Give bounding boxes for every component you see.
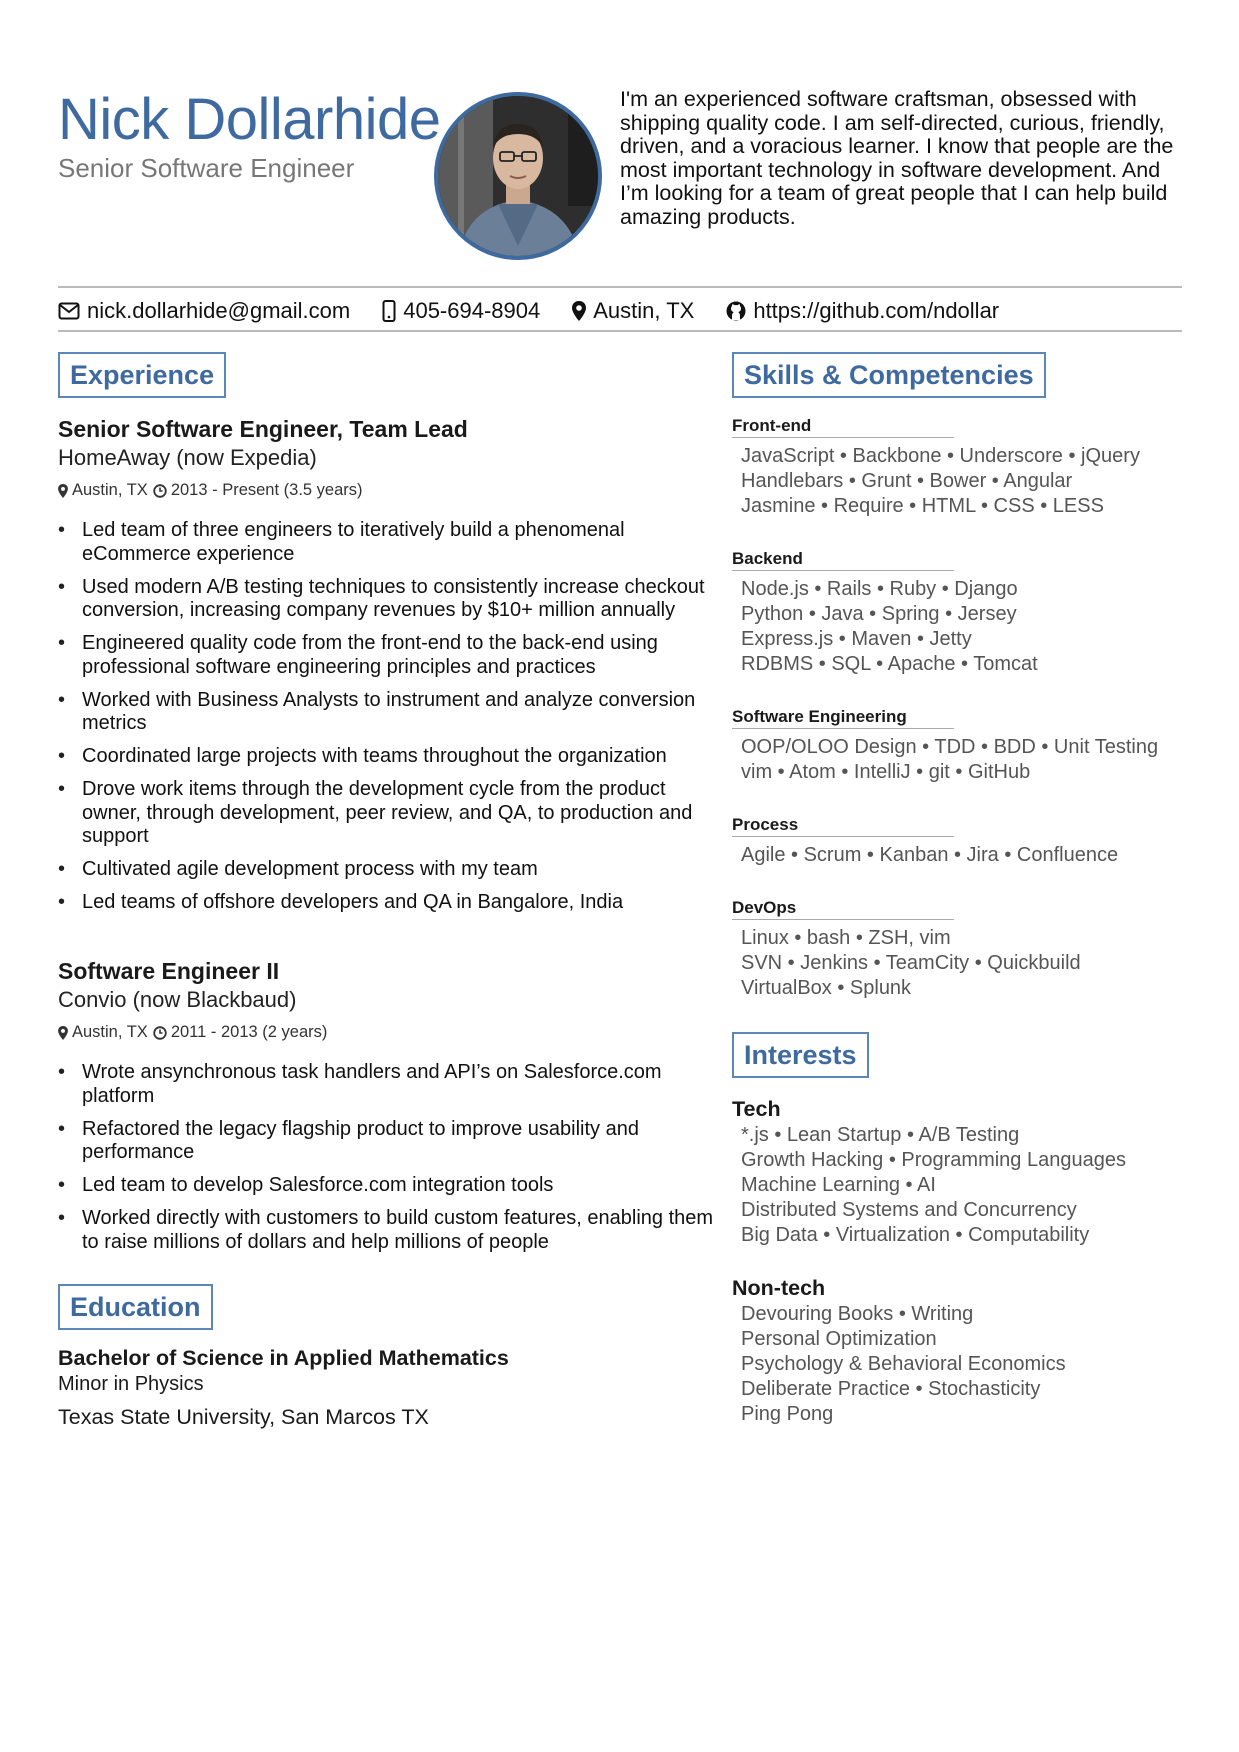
- interests-tech: [732, 1097, 1126, 1248]
- skill-category-title: Front-end: [732, 416, 954, 438]
- interest-line: Devouring Books • Writing: [741, 1303, 974, 1325]
- interest-list: [732, 1123, 1126, 1248]
- list-item: • Engineered quality code from the front-end to the back-end using professional software engineering principles and practices: [82, 632, 722, 679]
- skill-line: Python • Java • Spring • Jersey: [741, 603, 1017, 625]
- list-item: • Wrote ansynchronous task handlers and API’s on Salesforce.com platform: [82, 1061, 722, 1108]
- interests-nontech: [732, 1276, 1066, 1427]
- skills-frontend: [732, 416, 1140, 519]
- portrait-image: [438, 96, 598, 256]
- skill-line: SVN • Jenkins • TeamCity • Quickbuild: [741, 952, 1081, 974]
- job-location: Austin, TX: [72, 481, 148, 499]
- skill-list: [732, 577, 1038, 677]
- skills-heading: Skills & Competencies: [732, 352, 1046, 398]
- list-item: • Refactored the legacy flagship product to improve usability and performance: [82, 1118, 722, 1165]
- interest-group-title: Non-tech: [732, 1276, 826, 1300]
- skill-category-title: DevOps: [732, 898, 954, 920]
- minor: Minor in Physics: [58, 1373, 204, 1395]
- map-marker-icon: [572, 301, 586, 321]
- contact-email[interactable]: [58, 298, 350, 324]
- job-duties: [58, 1061, 722, 1254]
- education-entry: [58, 1346, 509, 1430]
- skills-software-engineering: [732, 707, 1158, 785]
- github-link[interactable]: https://github.com/ndollar: [753, 298, 1000, 323]
- skill-line: Node.js • Rails • Ruby • Django: [741, 578, 1018, 600]
- interest-line: Machine Learning • AI: [741, 1174, 936, 1196]
- skill-line: Express.js • Maven • Jetty: [741, 628, 972, 650]
- skill-category-title: Process: [732, 815, 954, 837]
- list-item: • Cultivated agile development process with my team: [82, 858, 722, 882]
- clock-icon: [153, 1026, 167, 1040]
- job-meta: [58, 1023, 722, 1042]
- email-text[interactable]: nick.dollarhide@gmail.com: [87, 298, 351, 323]
- interest-line: Big Data • Virtualization • Computability: [741, 1224, 1090, 1246]
- degree: Bachelor of Science in Applied Mathematics: [58, 1346, 509, 1370]
- skill-category-title: Software Engineering: [732, 707, 954, 729]
- skill-line: Linux • bash • ZSH, vim: [741, 927, 951, 949]
- education-heading: Education: [58, 1284, 213, 1330]
- list-item: • Worked directly with customers to build custom features, enabling them to raise millions of dollars and help millions of people: [82, 1207, 722, 1254]
- skill-line: RDBMS • SQL • Apache • Tomcat: [741, 653, 1038, 675]
- contact-bar: [58, 296, 1031, 326]
- job-dates: 2013 - Present (3.5 years): [170, 481, 363, 499]
- mobile-phone-icon: [382, 300, 396, 322]
- job-location: Austin, TX: [72, 1023, 148, 1041]
- list-item: • Led team to develop Salesforce.com integration tools: [82, 1174, 722, 1198]
- list-item: • Coordinated large projects with teams throughout the organization: [82, 745, 722, 769]
- list-item: • Used modern A/B testing techniques to consistently increase checkout conversion, increasing company revenues by $10+ million annually: [82, 576, 722, 623]
- skill-line: VirtualBox • Splunk: [741, 977, 912, 999]
- contact-top-divider: [58, 286, 1182, 288]
- job-2: [58, 958, 722, 1264]
- interest-line: Psychology & Behavioral Economics: [741, 1353, 1066, 1375]
- list-item: • Led teams of offshore developers and QA in Bangalore, India: [82, 891, 722, 915]
- experience-heading: Experience: [58, 352, 226, 398]
- interest-line: Ping Pong: [741, 1403, 834, 1425]
- skill-line: Jasmine • Require • HTML • CSS • LESS: [741, 495, 1104, 517]
- contact-location: [572, 298, 694, 324]
- skills-process: [732, 815, 1118, 868]
- phone-text[interactable]: 405-694-8904: [403, 298, 541, 323]
- skill-line: JavaScript • Backbone • Underscore • jQuery: [741, 445, 1140, 467]
- skills-devops: [732, 898, 1081, 1001]
- map-marker-icon: [58, 1026, 68, 1040]
- skill-list: [732, 843, 1118, 868]
- skill-list: [732, 926, 1081, 1001]
- skill-line: OOP/OLOO Design • TDD • BDD • Unit Testing: [741, 736, 1159, 758]
- clock-icon: [153, 484, 167, 498]
- github-icon: [726, 301, 746, 321]
- job-1: [58, 416, 722, 924]
- skill-line: Agile • Scrum • Kanban • Jira • Confluence: [741, 844, 1119, 866]
- candidate-title: Senior Software Engineer: [58, 153, 355, 183]
- contact-github[interactable]: [726, 298, 999, 324]
- skill-line: Handlebars • Grunt • Bower • Angular: [741, 470, 1073, 492]
- job-duties: [58, 519, 722, 915]
- interest-line: Growth Hacking • Programming Languages: [741, 1149, 1126, 1171]
- interests-heading: Interests: [732, 1032, 869, 1078]
- skill-line: vim • Atom • IntelliJ • git • GitHub: [741, 761, 1031, 783]
- map-marker-icon: [58, 484, 68, 498]
- skills-backend: [732, 549, 1038, 677]
- interest-line: *.js • Lean Startup • A/B Testing: [741, 1124, 1020, 1146]
- interest-line: Distributed Systems and Concurrency: [741, 1199, 1077, 1221]
- profile-photo: [434, 92, 602, 260]
- location-text: Austin, TX: [593, 298, 695, 323]
- skill-category-title: Backend: [732, 549, 954, 571]
- envelope-icon: [58, 302, 80, 320]
- contact-bottom-divider: [58, 330, 1182, 332]
- job-dates: 2011 - 2013 (2 years): [170, 1023, 328, 1041]
- interest-group-title: Tech: [732, 1097, 781, 1121]
- list-item: • Drove work items through the development cycle from the product owner, through development, peer review, and QA, to production and support: [82, 778, 722, 849]
- school: Texas State University, San Marcos TX: [58, 1405, 429, 1429]
- job-company: HomeAway (now Expedia): [58, 445, 317, 470]
- profile-summary: I'm an experienced software craftsman, obsessed with shipping quality code. I am self-directed, curious, friendly, driven, and a voracious learner. I know that people are the most important technology in software development. And I’m looking for a team of great people that I can help build amazing products.: [620, 87, 1174, 229]
- job-title: Software Engineer II: [58, 958, 280, 984]
- interest-line: Deliberate Practice • Stochasticity: [741, 1378, 1041, 1400]
- interest-list: [732, 1302, 1066, 1427]
- list-item: • Worked with Business Analysts to instrument and analyze conversion metrics: [82, 689, 722, 736]
- job-meta: [58, 481, 722, 500]
- job-company: Convio (now Blackbaud): [58, 987, 297, 1012]
- job-title: Senior Software Engineer, Team Lead: [58, 416, 468, 442]
- list-item: • Led team of three engineers to iteratively build a phenomenal eCommerce experience: [82, 519, 722, 566]
- contact-phone[interactable]: [382, 298, 540, 324]
- skill-list: [732, 735, 1158, 785]
- candidate-name: Nick Dollarhide: [58, 87, 441, 152]
- interest-line: Personal Optimization: [741, 1328, 937, 1350]
- skill-list: [732, 444, 1140, 519]
